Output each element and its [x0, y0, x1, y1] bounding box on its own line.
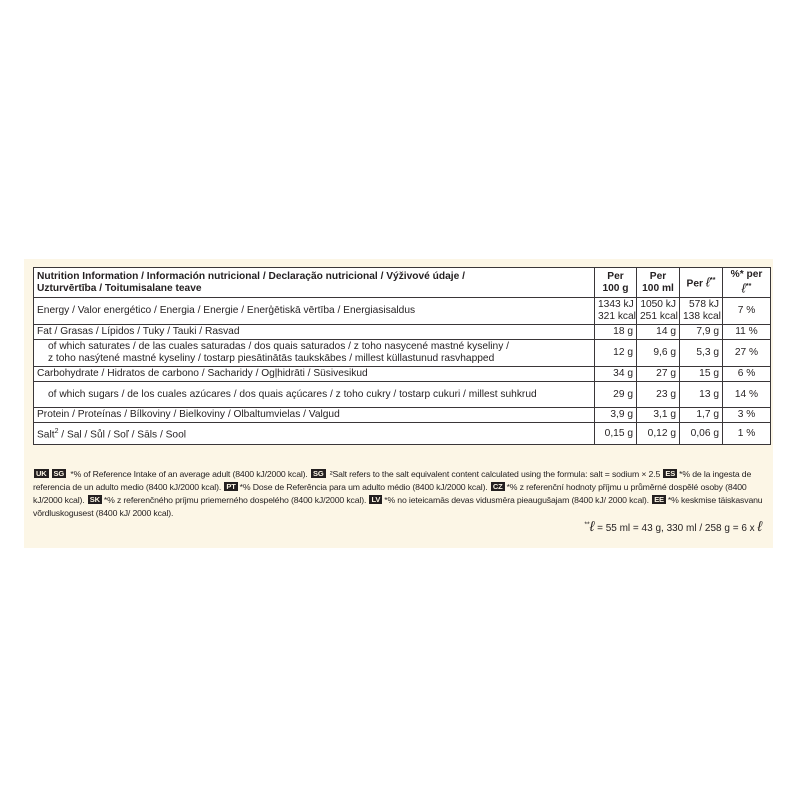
cell-100g: 18 g — [595, 325, 637, 340]
cone-icon: ℓ — [705, 274, 711, 290]
row-label: Energy / Valor energético / Energia / Energie / Enerģētiskā vērtība / Energiasisaldus — [34, 298, 595, 325]
cell-ri: 3 % — [723, 408, 771, 423]
table-row-fat — [34, 325, 771, 340]
cell-100ml: 1050 kJ 251 kcal — [637, 298, 680, 325]
row-label: Salt$^2$ / Sal / Sůl / Soľ / Sāls / Sool — [34, 423, 595, 445]
portion-note: **ℓ = 55 ml = 43 g, 330 ml / 258 g = 6 x ℓ — [584, 518, 762, 534]
badge-pt: PT — [226, 482, 236, 491]
badge-sg-salt: SG — [312, 469, 324, 478]
badge-sk: SK — [89, 495, 100, 504]
row-label: Fat / Grasas / Lípidos / Tuky / Tauki / Rasvad — [34, 325, 595, 340]
table-row-carbohydrate — [34, 367, 771, 382]
cone-icon: ℓ — [589, 518, 595, 534]
cell-ri: 27 % — [723, 340, 771, 367]
badge-ee: EE — [654, 495, 664, 504]
table-row-salt — [34, 423, 771, 445]
cell-portion: 0,06 g — [680, 423, 723, 445]
footnote-cz: *% z referenční hodnoty příjmu u průměrné dospělé osoby (8400 kJ/2000 kcal). — [33, 482, 747, 505]
badge-cz: CZ — [492, 482, 503, 491]
table-title: Nutrition Information / Información nutricional / Declaração nutricional / Výživové údaje / Uzturvērtība / Toitumisalane teave — [34, 268, 595, 298]
cell-ri: 7 % — [723, 298, 771, 325]
col-per-portion: Per ℓ** — [680, 268, 723, 298]
cell-ri: 1 % — [723, 423, 771, 445]
cell-100g: 34 g — [595, 367, 637, 382]
cell-portion: 578 kJ 138 kcal — [680, 298, 723, 325]
row-label: Protein / Proteínas / Bílkoviny / Bielkoviny / Olbaltumvielas / Valgud — [34, 408, 595, 423]
badge-lv: LV — [371, 495, 381, 504]
col-per-100ml: Per 100 ml — [637, 268, 680, 298]
cell-100ml: 9,6 g — [637, 340, 680, 367]
cell-portion: 7,9 g — [680, 325, 723, 340]
cell-100ml: 27 g — [637, 367, 680, 382]
cell-portion: 1,7 g — [680, 408, 723, 423]
cone-icon: ℓ — [757, 518, 762, 534]
cell-100ml: 3,1 g — [637, 408, 680, 423]
cell-100ml: 14 g — [637, 325, 680, 340]
cell-100g: 12 g — [595, 340, 637, 367]
footnote-lv: *% no ieteicamās devas vidusmēra pieaugušajam (8400 kJ/ 2000 kcal). — [384, 495, 649, 505]
table-row-energy — [34, 298, 771, 325]
cell-ri: 14 % — [723, 382, 771, 408]
footnote-ee: *% keskmise täiskasvanu võrdluskogusest (8400 kJ/ 2000 kcal). — [33, 495, 763, 518]
row-label: of which sugars / de los cuales azúcares / dos quais açúcares / z toho cukry / tostarp cukuri / millest suhkrud — [34, 382, 595, 408]
footnote-pt: *% Dose de Referência para um adulto médio (8400 kJ/2000 kcal). — [239, 482, 488, 492]
cell-100g: 0,15 g — [595, 423, 637, 445]
col-per-100g: Per 100 g — [595, 268, 637, 298]
footnote-sk: *% z referenčného príjmu priemerného dospelého (8400 kJ/2000 kcal). — [103, 495, 367, 505]
footnote-salt: ²Salt refers to the salt equivalent content calculated using the formula: salt = sodium × 2.5 — [329, 469, 661, 479]
nutrition-table — [33, 267, 771, 445]
badge-es: ES — [665, 469, 676, 478]
cell-100g: 1343 kJ 321 kcal — [595, 298, 637, 325]
cell-portion: 5,3 g — [680, 340, 723, 367]
cone-icon: ℓ — [741, 280, 746, 296]
cell-100ml: 23 g — [637, 382, 680, 408]
cell-ri: 6 % — [723, 367, 771, 382]
table-row-protein — [34, 408, 771, 423]
cell-portion: 13 g — [680, 382, 723, 408]
row-label: Carbohydrate / Hidratos de carbono / Sacharidy / Ogļhidrāti / Süsivesikud — [34, 367, 595, 382]
cell-100g: 29 g — [595, 382, 637, 408]
cell-100ml: 0,12 g — [637, 423, 680, 445]
footnote-es: *% de la ingesta de referencia de un adulto medio (8400 kJ/2000 kcal). — [33, 469, 752, 492]
col-reference-intake: %* per ℓ** — [723, 268, 771, 298]
footnotes — [33, 468, 768, 520]
badge-uk: UK — [36, 469, 47, 478]
cell-portion: 15 g — [680, 367, 723, 382]
cell-100g: 3,9 g — [595, 408, 637, 423]
table-header-row — [34, 268, 771, 298]
table-row-sugars — [34, 382, 771, 408]
badge-sg: SG — [53, 469, 65, 478]
table-row-saturates — [34, 340, 771, 367]
cell-ri: 11 % — [723, 325, 771, 340]
row-label: of which saturates / de las cuales saturadas / dos quais saturados / z toho nasycené mastné kyseliny / z toho nasýtené mastné kyseliny / tostarp piesātinātās taukskābes / millest küllastunud rasvhapped — [34, 340, 595, 367]
footnote-uk: *% of Reference Intake of an average adult (8400 kJ/2000 kcal). — [70, 469, 308, 479]
